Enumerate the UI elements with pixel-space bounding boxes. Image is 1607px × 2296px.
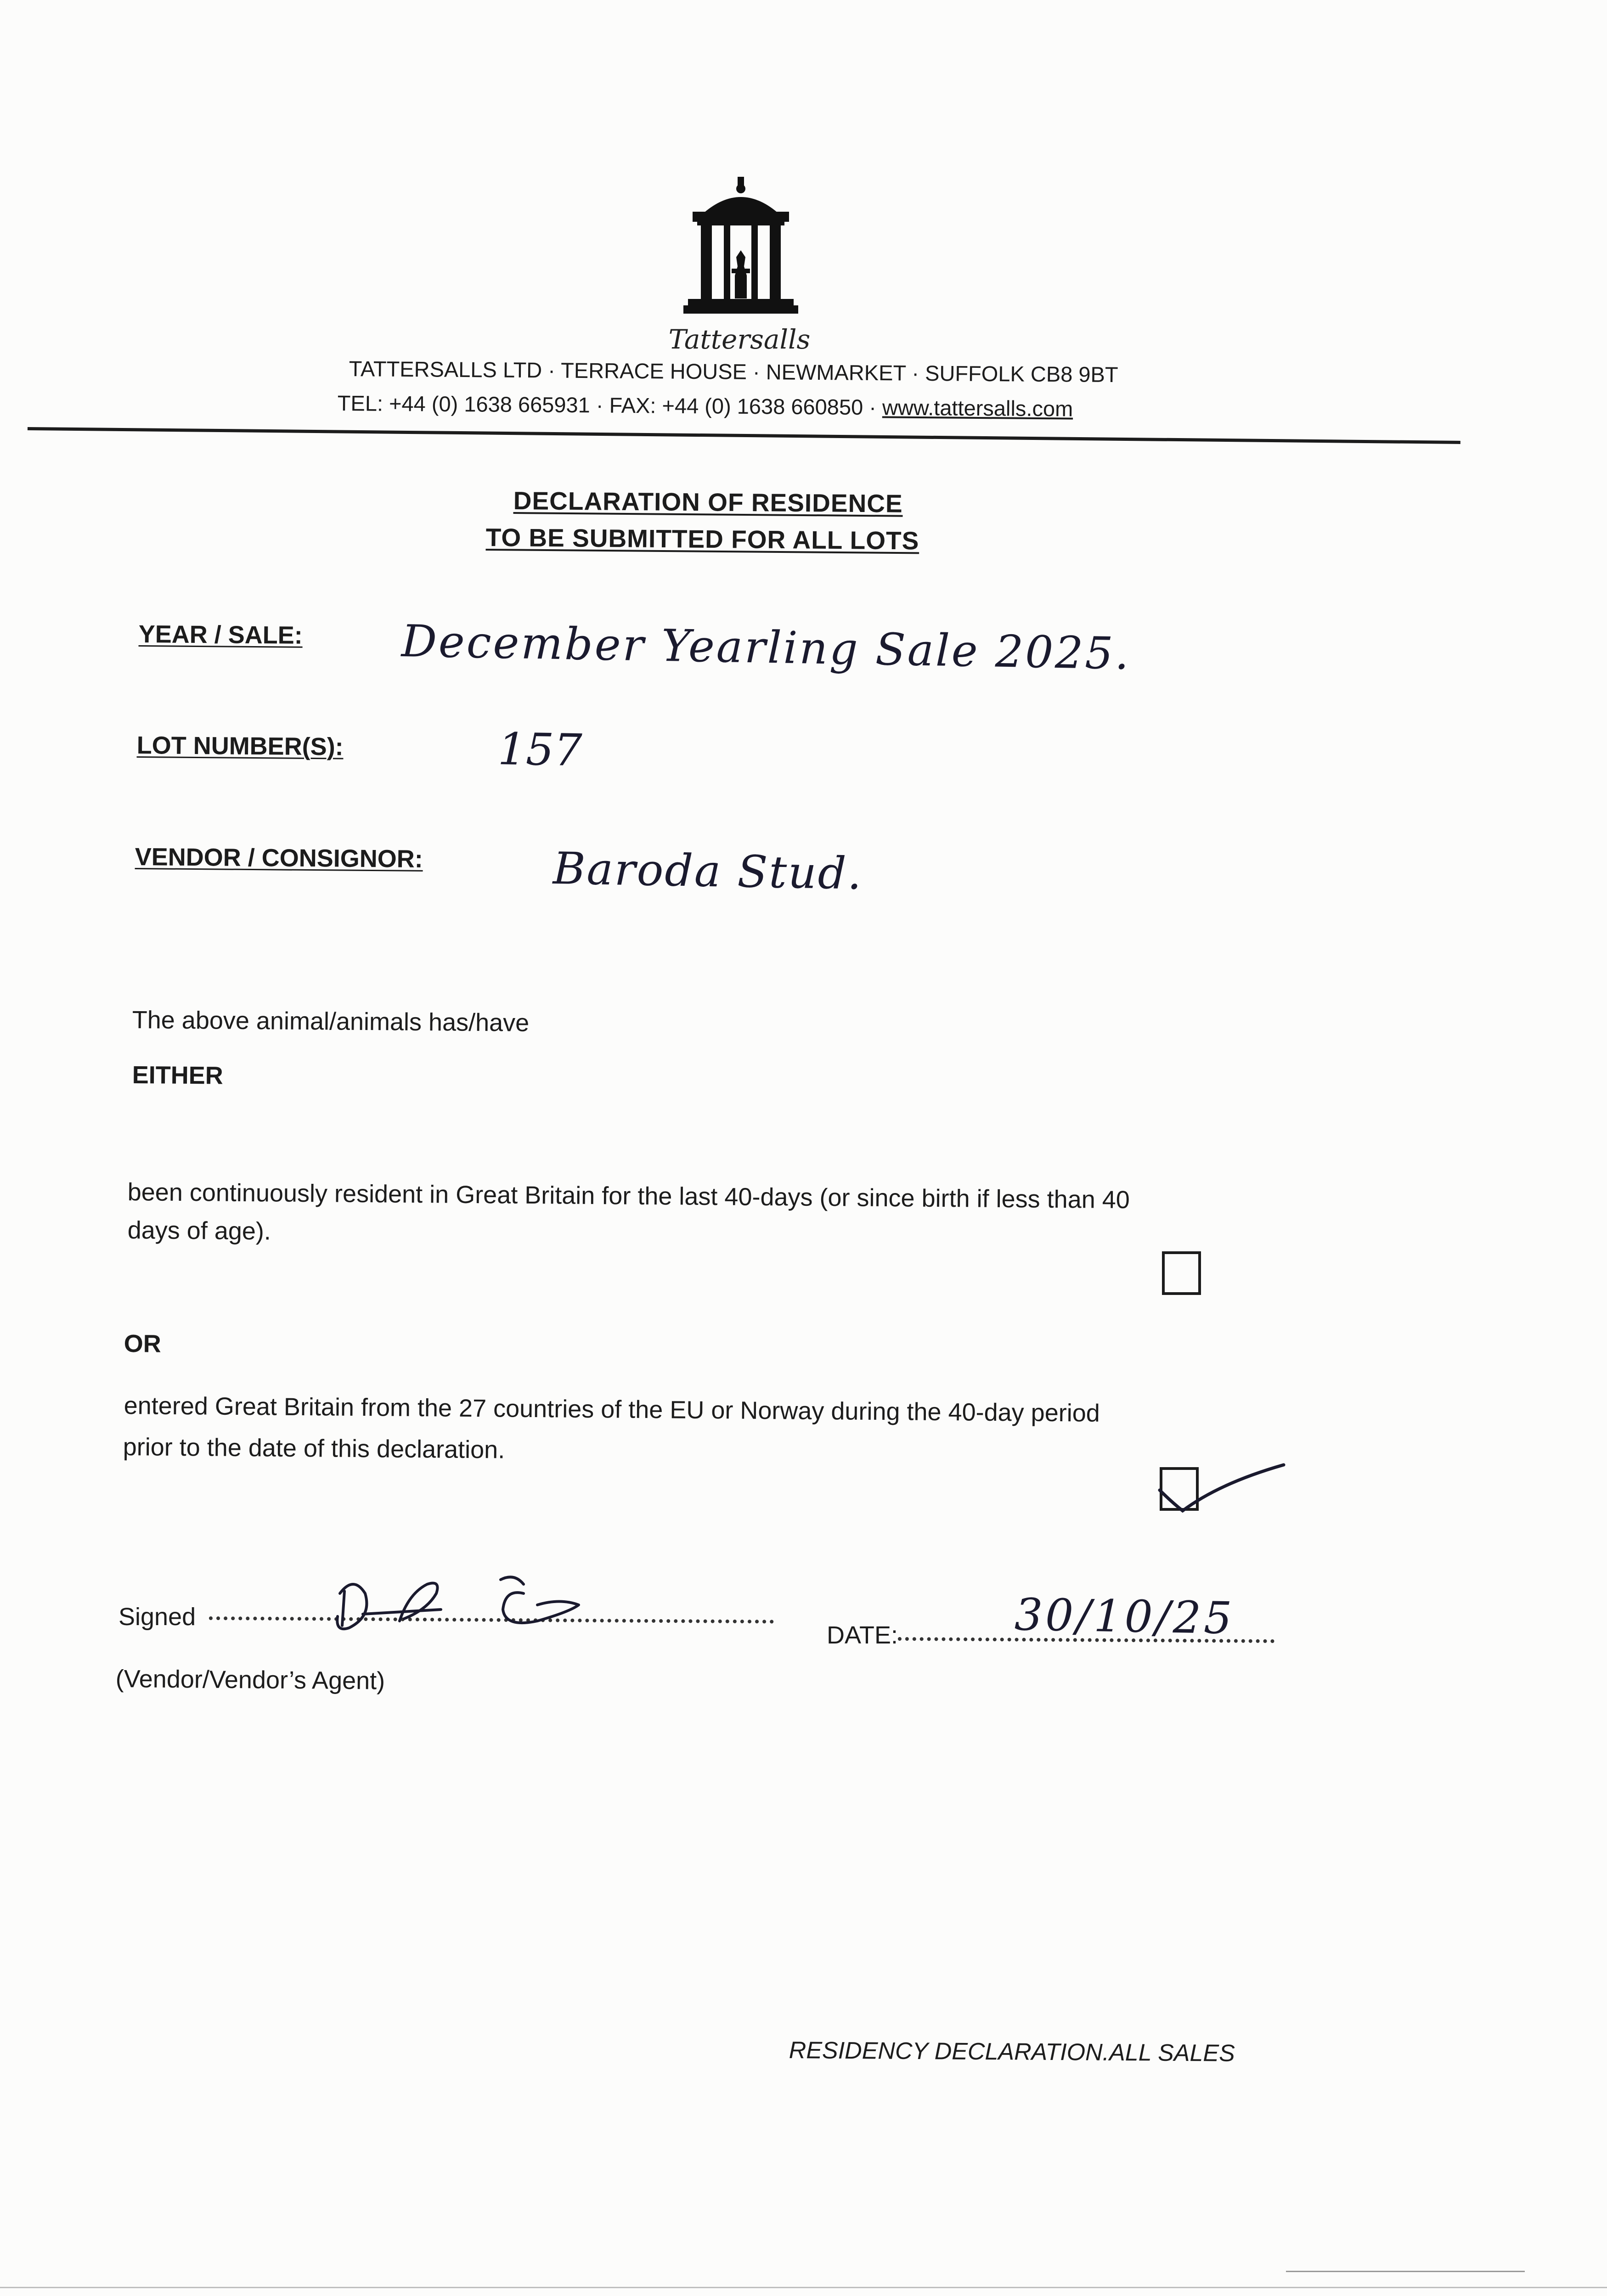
year-sale-value: December Yearling Sale 2025.: [401, 615, 1131, 680]
intro-statement: The above animal/animals has/have: [132, 1006, 530, 1037]
signer-role-note: (Vendor/Vendor’s Agent): [115, 1665, 385, 1695]
document-subtitle: TO BE SUBMITTED FOR ALL LOTS: [485, 523, 919, 555]
scan-edge-mark: [1286, 2271, 1525, 2272]
signed-label: Signed: [118, 1603, 196, 1631]
date-label: DATE:: [827, 1621, 898, 1649]
vendor-consignor-value: Baroda Stud.: [553, 843, 863, 900]
company-contact: [338, 390, 1073, 422]
vendor-consignor-label: VENDOR / CONSIGNOR:: [135, 843, 423, 873]
lot-numbers-label: LOT NUMBER(S):: [136, 732, 344, 761]
contact-numbers: TEL: +44 (0) 1638 665931 · FAX: +44 (0) 1638 660850 ·: [337, 390, 883, 420]
lot-numbers-value: 157: [497, 723, 583, 777]
option2-text-line1: entered Great Britain from the 27 countries of the EU or Norway during the 40-day period: [124, 1392, 1100, 1427]
form-reference: RESIDENCY DECLARATION.ALL SALES: [789, 2037, 1235, 2067]
date-value: 30/10/25: [1014, 1589, 1235, 1644]
company-address: TATTERSALLS LTD · TERRACE HOUSE · NEWMARKET · SUFFOLK CB8 9BT: [349, 356, 1118, 387]
handwritten-signature: [321, 1566, 643, 1644]
option1-text-line2: days of age).: [127, 1216, 271, 1245]
brand-name: Tattersalls: [668, 324, 811, 355]
document-title: DECLARATION OF RESIDENCE: [513, 486, 903, 518]
rotunda-logo-icon: [683, 177, 798, 324]
option2-text-line2: prior to the date of this declaration.: [123, 1433, 505, 1464]
or-heading: OR: [124, 1330, 161, 1358]
header-divider: [28, 427, 1460, 444]
option1-text-line1: been continuously resident in Great Britain for the last 40-days (or since birth if less than 40: [127, 1178, 1130, 1214]
checkmark-icon: [1150, 1446, 1288, 1515]
scan-edge: [0, 2287, 1607, 2288]
either-heading: EITHER: [132, 1061, 224, 1090]
year-sale-label: YEAR / SALE:: [138, 620, 303, 649]
option1-checkbox[interactable]: [1162, 1251, 1201, 1295]
website-link[interactable]: www.tattersalls.com: [882, 395, 1073, 421]
